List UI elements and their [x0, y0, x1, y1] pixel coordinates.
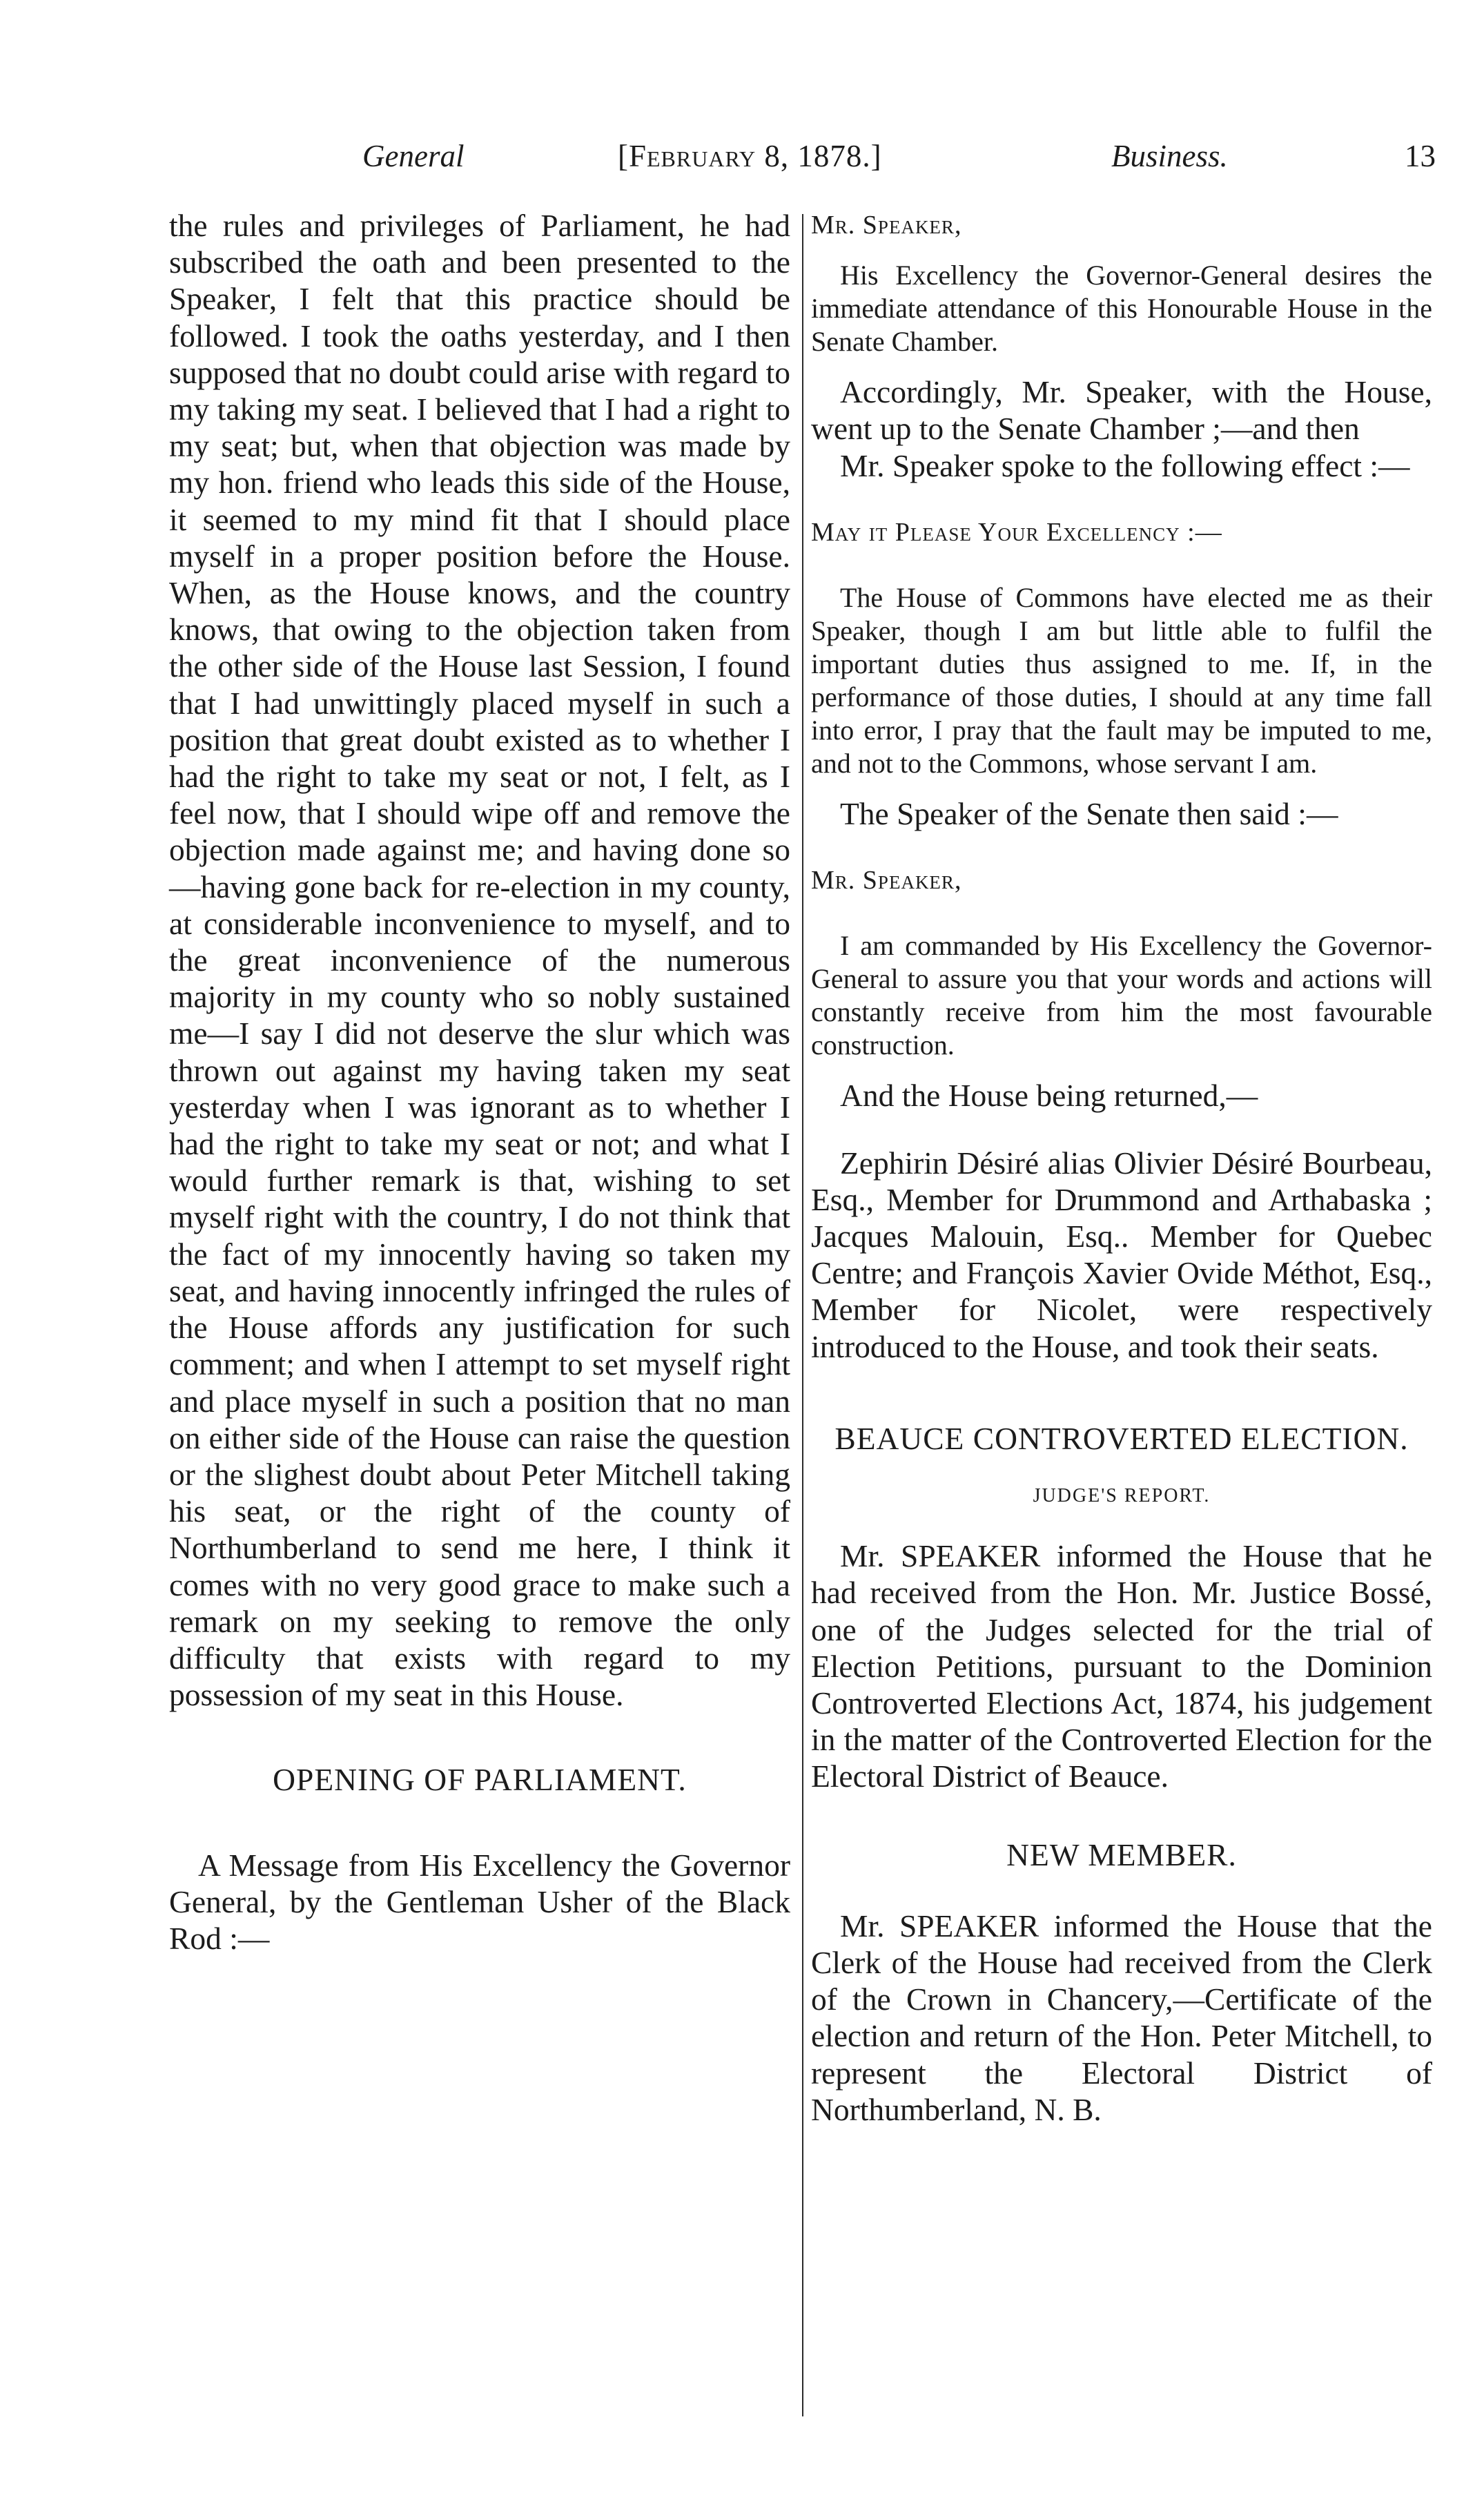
- page-number: 13: [1405, 139, 1436, 173]
- running-header: [169, 138, 1436, 186]
- commanded-text: I am commanded by His Excellency the Governor-General to assure you that your words and actions will constantly receive from him the most favourable construction.: [811, 930, 1432, 1061]
- address-your-excellency: May it Please Your Excellency :—: [811, 517, 1222, 547]
- heading-opening-of-parliament: OPENING OF PARLIAMENT.: [273, 1762, 687, 1798]
- header-section-right: Business.: [1111, 139, 1228, 173]
- right-column: [811, 207, 1432, 2128]
- column-divider: [802, 214, 803, 2416]
- speaker-spoke-paragraph: Mr. Speaker spoke to the following effect :—: [840, 447, 1410, 483]
- speech-continuation: the rules and privileges of Parliament, he had subscribed the oath and been presented to the Speaker, I felt that this practice should be followed. I took the oaths yesterday, and I then supposed that no doubt could arise with regard to my taking my seat. I believed that I had a right to my seat; but, when that objection was made by my hon. friend who leads this side of the House, it seemed to my mind fit that I should place myself in a proper position before the House. When, as the House knows, and the country knows, that owing to the objection taken from the other side of the House last Session, I found that I had unwittingly placed myself in such a position that great doubt existed as to whether I had the right to take my seat or not, I felt, as I feel now, that I should wipe off and remove the objection made against me; and having done so—having gone back for re-election in my county, at considerable inconvenience to myself, and to the great inconvenience of the numerous majority in my county who so nobly sustained me—I say I did not deserve the slur which was thrown out against my having taken my seat yesterday when I was ignorant as to whether I had the right to take my seat or not; and what I would further remark is that, wishing to set myself right with the country, I do not think that the fact of my innocently having so taken my seat, and having innocently infringed the rules of the House affords any justification for such comment; and when I attempt to set myself right and place myself in such a position that no man on either side of the House can raise the question or the slighest doubt about Peter Mitchell taking his seat, or the right of the county of Northumberland to send me here, I think it comes with no very good grace to make such a remark on my seeking to remove the only difficulty that exists with regard to my possession of my seat in this House.: [169, 208, 790, 1713]
- subheading-judges-report: JUDGE'S REPORT.: [1033, 1485, 1211, 1507]
- new-member-text: Mr. SPEAKER informed the House that the Clerk of the House had received from the Clerk of the Crown in Chancery,—Certificate of the election and return of the Hon. Peter Mitchell, to represent the Electoral District of Northumberland, N. B.: [811, 1908, 1432, 2127]
- heading-beauce-election: BEAUCE CONTROVERTED ELECTION.: [834, 1420, 1409, 1456]
- left-column: [169, 207, 790, 1957]
- beauce-report-text: Mr. SPEAKER informed the House that he had received from the Hon. Mr. Justice Bossé, one of the Judges selected for the trial of Election Petitions, pursuant to the Dominion Controverted Elections Act, 1874, his judgement in the matter of the Controverted Election for the Electoral District of Beauce.: [811, 1538, 1432, 1794]
- header-date: [February 8, 1878.]: [618, 139, 882, 173]
- header-section-left: General: [362, 139, 465, 173]
- speaker-address-text: The House of Commons have elected me as their Speaker, though I am but little able to fulfil the important duties thus assigned to me. If, in the performance of those duties, I should at any time fall into error, I pray that the fault may be imputed to me, and not to the Commons, whose servant I am.: [811, 582, 1432, 779]
- black-rod-message: A Message from His Excellency the Governor General, by the Gentleman Usher of the Black Rod :—: [169, 1847, 790, 1956]
- house-returned: And the House being returned,—: [840, 1078, 1258, 1114]
- address-mr-speaker: Mr. Speaker,: [811, 211, 962, 240]
- members-introduced: Zephirin Désiré alias Olivier Désiré Bourbeau, Esq., Member for Drummond and Arthabaska ; Jacques Malouin, Esq.. Member for Quebec Centre; and François Xavier Ovide Méthot, Esq., Member for Nicolet, were respectively introduced to the House, and took their seats.: [811, 1145, 1432, 1364]
- heading-new-member: NEW MEMBER.: [1006, 1836, 1237, 1872]
- governor-summons: His Excellency the Governor-General desires the immediate attendance of this Honourable House in the Senate Chamber.: [811, 260, 1432, 358]
- senate-speaker-said: The Speaker of the Senate then said :—: [840, 796, 1338, 832]
- accordingly-paragraph: Accordingly, Mr. Speaker, with the House, went up to the Senate Chamber ;—and then: [811, 374, 1432, 447]
- address-mr-speaker-2: Mr. Speaker,: [811, 866, 962, 895]
